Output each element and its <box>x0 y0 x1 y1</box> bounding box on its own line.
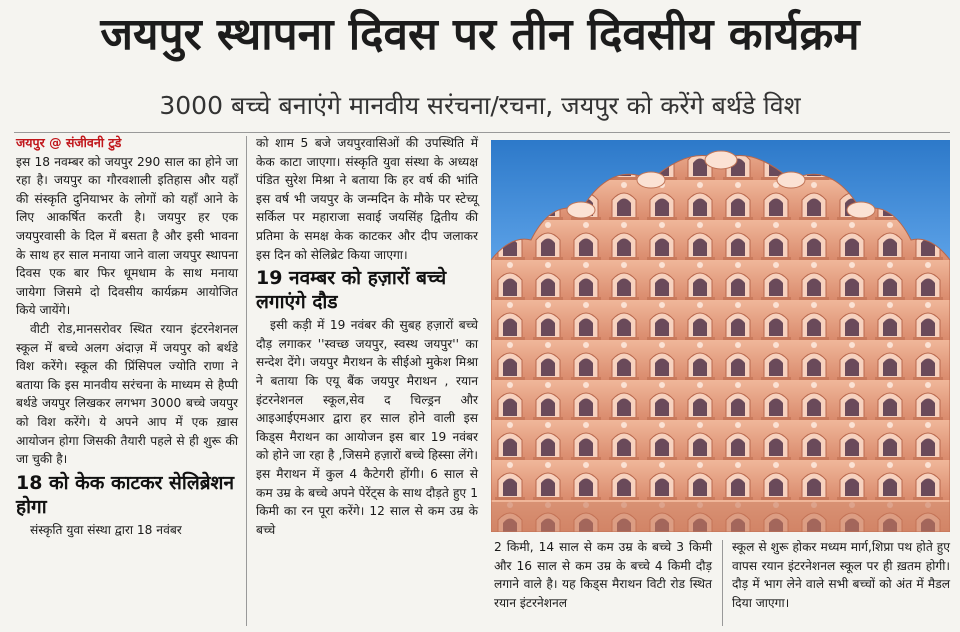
column-4 <box>732 538 950 612</box>
column-2 <box>256 134 478 539</box>
col3-paragraph-1: 2 किमी, 14 साल से कम उम्र के बच्चे 3 किमी और 16 साल से कम उम्र के बच्चे 4 किमी दौड़ लगाने वाले है। यह किड्स मैराथन विटी रोड स्थित रयान इंटरनेशनल <box>494 540 712 610</box>
column-1 <box>16 134 238 539</box>
divider-col3 <box>722 540 723 626</box>
facade <box>491 156 950 533</box>
headline: जयपुर स्थापना दिवस पर तीन दिवसीय कार्यक्रम <box>100 9 860 60</box>
byline: जयपुर @ संजीवनी टुडे <box>16 135 122 150</box>
col4-paragraph-1: स्कूल से शुरू होकर मध्यम मार्ग,शिप्रा पथ होते हुए वापस रयान इंटरनेशनल स्कूल पर ही ख़तम होगी। दौड़ में भाग लेने वाले सभी बच्चों को अंत में मैडल दिया जाएगा। <box>732 540 950 610</box>
hawa-mahal-photo <box>491 140 950 532</box>
col1-paragraph-3: संस्कृति युवा संस्था द्वारा 18 नवंबर <box>30 522 182 537</box>
col1-paragraph-1: इस 18 नवम्बर को जयपुर 290 साल का होने जा रहा है। जयपुर का गौरवशाली इतिहास और यहाँ की संस्कृति दुनियाभर के लोगों को यहाँ आने के लिए आकर्षित करती है। जयपुर हर एक जयपुरवासी के दिल में बसता है और इसी भावना के साथ हर साल मनाया जाने वाला जयपुर स्थापना दिवस एक बार फिर धूमधाम के साथ मनाया जायेगा जिसमे दो दिवसीय कार्यक्रम आयोजित किये जायेंगे। <box>16 154 238 318</box>
col1-paragraph-2: वीटी रोड,मानसरोवर स्थित रयान इंटरनेशनल स्कूल में बच्चे अलग अंदाज़ में जयपुर को बर्थडे विश करेंगे। स्कूल की प्रिंसिपल ज्योति राणा ने बताया कि इस मानवीय सरंचना के माध्यम से हैप्पी बर्थडे जयपुर लिखकर लगभग 3000 बच्चे जयपुर को विश करेंगे। ये अपने आप में एक ख़ास आयोजन होगा जिसकी तैयारी पहले से ही शुरू की जा चुकी है। <box>16 321 238 467</box>
col2-paragraph-1: को शाम 5 बजे जयपुरवासिओं की उपस्थिति में केक काटा जाएगा। संस्कृति युवा संस्था के अध्यक्ष पंडित सुरेश मिश्रा ने बताया कि हर वर्ष की भांति इस वर्ष भी जयपुर के जन्मदिन के मौके पर स्टेच्यू सर्किल पर महाराजा सवाई जयसिंह द्वितीय की प्रतिमा के समक्ष केक काटकर और दीप जलाकर इस दिन को सेलिब्रेट किया जाएगा। <box>256 136 478 262</box>
col1-heading: 18 को केक काटकर सेलिब्रेशन होगा <box>16 471 235 518</box>
divider-col1 <box>246 136 247 626</box>
divider-top <box>14 132 950 133</box>
subheadline: 3000 बच्चे बनाएंगे मानवीय सरंचना/रचना, जयपुर को करेंगे बर्थडे विश <box>159 91 801 120</box>
col2-paragraph-2: इसी कड़ी में 19 नवंबर की सुबह हज़ारों बच्चे दौड़ लगाकर ''स्वच्छ जयपुर, स्वस्थ जयपुर'' का सन्देश देंगे। जयपुर मैराथन के सीईओ मुकेश मिश्रा ने बताया कि एयू बैंक जयपुर मैराथन , रयान इंटरनेशनल स्कूल,सेव द चिल्ड्रन और आइआईएमआर द्वारा हर साल होने वाली इस किड्स मैराथन का आयोजन इस बार 19 नवंबर को होने जा रहा है ,जिसमे हज़ारों बच्चे हिस्सा लेंगे। इस मैराथन में कुल 4 कैटेगरी होंगी। 6 साल से कम उम्र के बच्चे अपने पेरेंट्स के साथ दौड़ते हुए 1 किमी का रन पूरा करेंगे। 12 साल से कम उम्र के बच्चे <box>256 318 478 537</box>
column-3 <box>494 538 712 612</box>
col2-heading: 19 नवम्बर को हज़ारों बच्चे लगाएंगे दौड <box>256 267 447 314</box>
hawa-mahal-illustration <box>491 140 950 532</box>
